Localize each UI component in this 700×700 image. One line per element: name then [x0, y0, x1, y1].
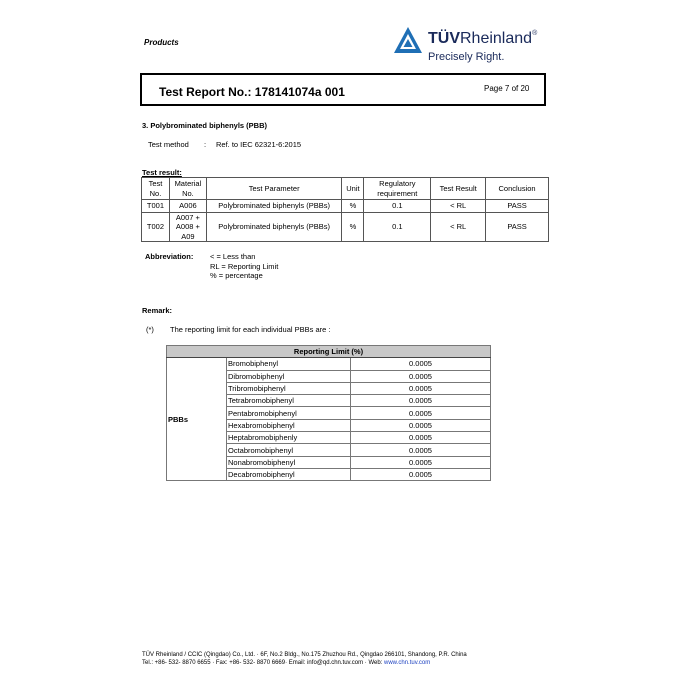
- compound-name: Tribromobiphenyl: [227, 382, 351, 394]
- test-method-value: Ref. to IEC 62321-6:2015: [216, 140, 302, 149]
- logo-wordmark: TÜVRheinland®: [428, 30, 538, 47]
- table-cell: T001: [142, 200, 170, 213]
- table-cell: PASS: [486, 213, 549, 242]
- table-header-row: [142, 178, 549, 200]
- limit-value: 0.0005: [351, 407, 491, 419]
- report-title-box: [140, 73, 546, 106]
- test-method-colon: :: [204, 140, 207, 149]
- column-header: Material No.: [169, 178, 206, 200]
- table-header-row: [167, 346, 491, 358]
- footer-address: TÜV Rheinland / CCIC (Qingdao) Co., Ltd. · 6F, No.2 Bldg., No.175 Zhuzhou Rd., Qingdao 266101, Shandong, P.R. China: [142, 652, 467, 658]
- table-cell: < RL: [431, 213, 486, 242]
- table-cell: Polybrominated biphenyls (PBBs): [206, 213, 342, 242]
- test-result-label: Test result:: [142, 168, 182, 177]
- limit-value: 0.0005: [351, 358, 491, 370]
- page-number: Page 7 of 20: [484, 84, 530, 93]
- remark-label: Remark:: [142, 306, 173, 315]
- tuv-triangle-icon: [393, 26, 423, 54]
- table-cell: T002: [142, 213, 170, 242]
- reporting-limit-table: [166, 345, 491, 481]
- test-method-label: Test method: [148, 140, 189, 149]
- section-title: 3. Polybrominated biphenyls (PBB): [142, 121, 268, 130]
- compound-name: Hexabromobiphenyl: [227, 419, 351, 431]
- compound-name: Nonabromobiphenyl: [227, 456, 351, 468]
- table-cell: 0.1: [364, 200, 431, 213]
- report-title: Test Report No.: 178141074a 001: [159, 85, 345, 99]
- website-link[interactable]: www.chn.tuv.com: [384, 660, 431, 666]
- limit-value: 0.0005: [351, 456, 491, 468]
- compound-name: Octabromobiphenyl: [227, 444, 351, 456]
- compound-name: Bromobiphenyl: [227, 358, 351, 370]
- pbbs-group-label: PBBs: [167, 358, 227, 481]
- compound-name: Decabromobiphenyl: [227, 468, 351, 480]
- remark-text: The reporting limit for each individual PBBs are :: [170, 325, 331, 334]
- table-row: [142, 200, 549, 213]
- limit-value: 0.0005: [351, 468, 491, 480]
- footer: [142, 651, 467, 667]
- abbreviation-label: Abbreviation:: [145, 252, 194, 261]
- abbreviation-item: % = percentage: [210, 271, 263, 280]
- abbreviation-item: RL = Reporting Limit: [210, 261, 279, 271]
- table-row: [142, 213, 549, 242]
- table-cell: %: [342, 213, 364, 242]
- table-cell: Polybrominated biphenyls (PBBs): [206, 200, 342, 213]
- limit-value: 0.0005: [351, 370, 491, 382]
- limit-value: 0.0005: [351, 382, 491, 394]
- table-cell: < RL: [431, 200, 486, 213]
- column-header: Unit: [342, 178, 364, 200]
- limit-value: 0.0005: [351, 419, 491, 431]
- abbreviation-item: < = Less than: [210, 252, 256, 261]
- compound-name: Dibromobiphenyl: [227, 370, 351, 382]
- footer-contact: [142, 659, 467, 667]
- limit-value: 0.0005: [351, 432, 491, 444]
- column-header: Test Result: [431, 178, 486, 200]
- abbreviation-list: [210, 252, 278, 281]
- table-cell: A006: [169, 200, 206, 213]
- remark-marker: (*): [146, 325, 154, 334]
- table-cell: PASS: [486, 200, 549, 213]
- products-label: Products: [144, 38, 179, 47]
- column-header: Test No.: [142, 178, 170, 200]
- column-header: Conclusion: [486, 178, 549, 200]
- compound-name: Pentabromobiphenyl: [227, 407, 351, 419]
- limit-value: 0.0005: [351, 444, 491, 456]
- table-cell: 0.1: [364, 213, 431, 242]
- reporting-limit-header: Reporting Limit (%): [167, 346, 491, 358]
- logo-slogan: Precisely Right.: [428, 51, 505, 63]
- compound-name: Heptabromobiphenly: [227, 432, 351, 444]
- column-header: Test Parameter: [206, 178, 342, 200]
- footer-contact-text: Tel.: +86- 532- 8870 6655 · Fax: +86- 532- 8870 6669· Email: info@qd.chn.tuv.com · Web:: [142, 660, 385, 666]
- test-result-table: [141, 177, 549, 242]
- table-row: [167, 358, 491, 370]
- tuv-rheinland-logo: [393, 26, 553, 70]
- limit-value: 0.0005: [351, 395, 491, 407]
- compound-name: Tetrabromobiphenyl: [227, 395, 351, 407]
- table-cell: %: [342, 200, 364, 213]
- column-header: Regulatory requirement: [364, 178, 431, 200]
- table-cell: A007 + A008 + A09: [169, 213, 206, 242]
